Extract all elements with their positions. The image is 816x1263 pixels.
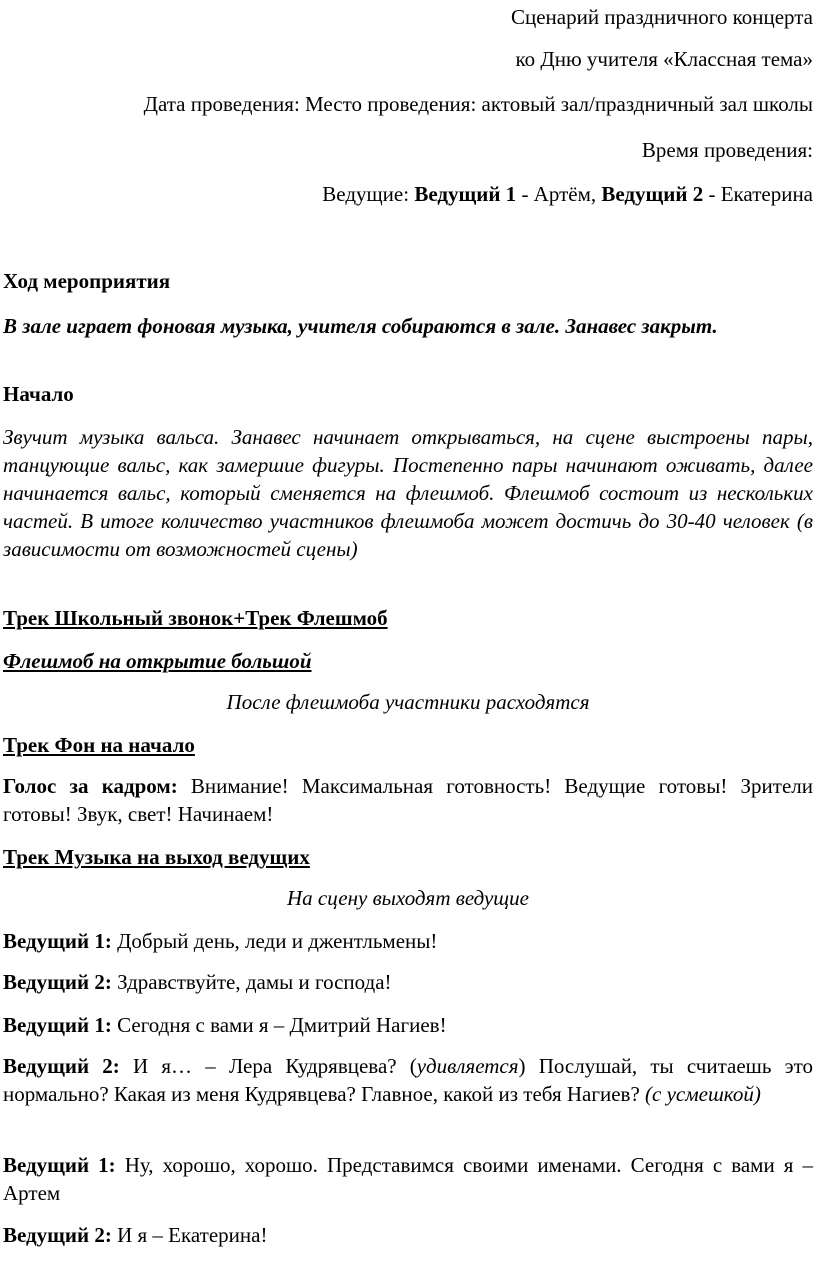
speaker-label: Ведущий 2: xyxy=(3,1054,120,1078)
dialogue-text: Добрый день, леди и джентльмены! xyxy=(111,929,438,953)
hosts-line xyxy=(3,180,813,208)
venue-line: Дата проведения: Место проведения: актовый зал/праздничный зал школы xyxy=(143,92,813,116)
voice-label: Голос за кадром: xyxy=(3,774,178,798)
dialogue-line xyxy=(3,1011,813,1039)
event-heading: Ход мероприятия xyxy=(3,269,171,293)
host1-name: - Артём, xyxy=(516,182,602,206)
speaker-label: Ведущий 2: xyxy=(3,970,112,994)
speaker-label: Ведущий 1: xyxy=(3,1153,116,1177)
after-flashmob: После флешмоба участники расходятся xyxy=(226,690,590,714)
dialogue-line xyxy=(3,1151,813,1207)
stage-note: удивляется xyxy=(416,1054,519,1078)
host1-label: Ведущий 1 xyxy=(414,182,517,206)
title-line-1: Сценарий праздничного концерта xyxy=(510,5,813,29)
dialogue-text: И я… – Лера Кудрявцева? ( xyxy=(119,1054,417,1078)
track-intro-background: Трек Фон на начало xyxy=(3,733,195,757)
voice-text: Внимание! Максимальная готовность! Ведущие готовы! Зрители готовы! Звук, свет! Начинаем! xyxy=(3,774,813,826)
hosts-enter: На сцену выходят ведущие xyxy=(287,886,529,910)
host2-name: - Екатерина xyxy=(703,182,813,206)
dialogue-line xyxy=(3,968,813,996)
dialogue-text: И я – Екатерина! xyxy=(111,1223,268,1247)
track-school-bell: Трек Школьный звонок+Трек Флешмоб xyxy=(3,606,388,630)
dialogue-text: Сегодня с вами я – Дмитрий Нагиев! xyxy=(111,1013,447,1037)
time-line: Время проведения: xyxy=(641,138,813,162)
speaker-label: Ведущий 1: xyxy=(3,929,112,953)
dialogue-text: ) Послушай, ты считаешь это нормально? Какая из меня Кудрявцева? Главное, какой из тебя Нагиев? xyxy=(3,1054,814,1106)
track-hosts-entrance: Трек Музыка на выход ведущих xyxy=(3,845,310,869)
speaker-label: Ведущий 1: xyxy=(3,1013,112,1037)
dialogue-line xyxy=(3,1221,813,1249)
voice-over xyxy=(3,772,813,828)
dialogue-line xyxy=(3,1052,813,1108)
intro-direction: В зале играет фоновая музыка, учителя собираются в зале. Занавес закрыт. xyxy=(3,314,718,338)
hosts-prefix: Ведущие: xyxy=(322,182,415,206)
title-line-2: ко Дню учителя «Классная тема» xyxy=(515,47,813,71)
stage-note: (с усмешкой) xyxy=(645,1082,761,1106)
start-heading: Начало xyxy=(3,382,74,406)
dialogue-line xyxy=(3,927,813,955)
dialogue-text: Ну, хорошо, хорошо. Представимся своими именами. Сегодня с вами я – Артем xyxy=(3,1153,813,1205)
speaker-label: Ведущий 2: xyxy=(3,1223,112,1247)
start-direction: Звучит музыка вальса. Занавес начинает открываться, на сцене выстроены пары, танцующие вальс, как замершие фигуры. Постепенно пары начинают оживать, далее начинается вальс, который сменяется на флешмоб. Флешмоб состоит из нескольких частей. В итоге количество участников флешмоба может достичь до 30-40 человек (в зависимости от возможностей сцены) xyxy=(3,425,813,561)
flashmob-heading: Флешмоб на открытие большой xyxy=(3,649,312,673)
dialogue-text: Здравствуйте, дамы и господа! xyxy=(111,970,392,994)
host2-label: Ведущий 2 xyxy=(601,182,704,206)
